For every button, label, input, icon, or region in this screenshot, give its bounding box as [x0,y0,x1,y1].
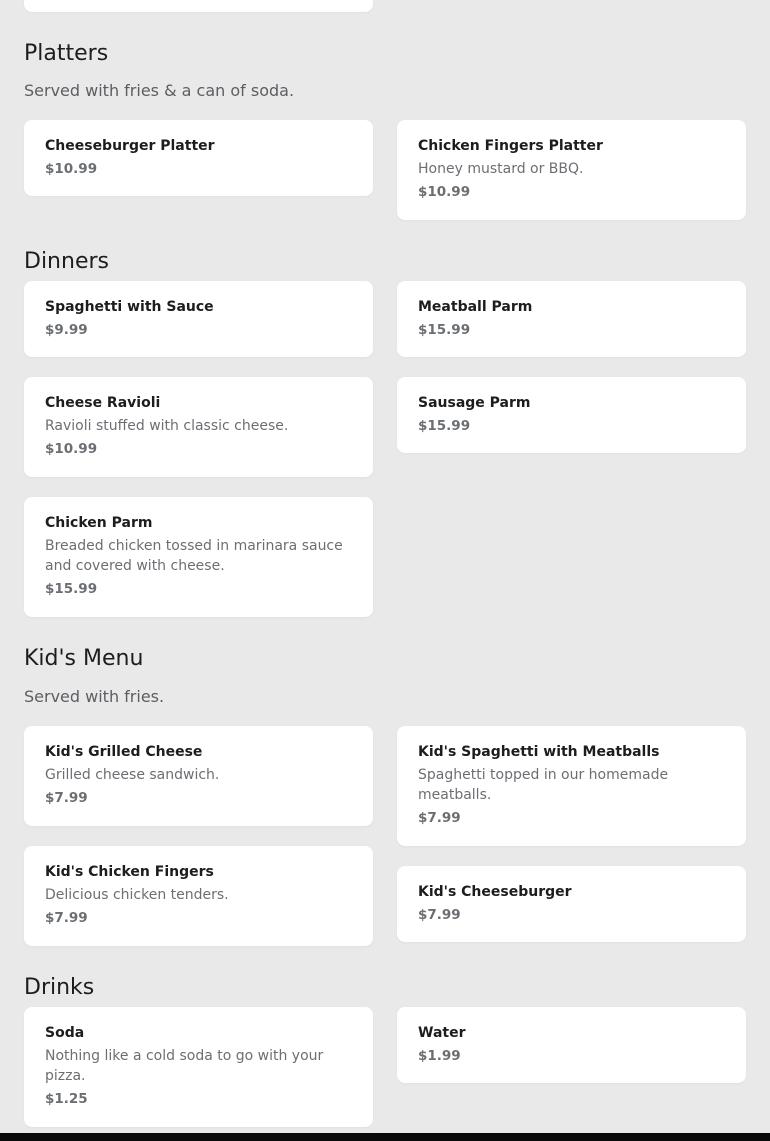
item-name: Sausage Parm [418,395,531,411]
menu-item-card[interactable] [24,497,373,617]
item-description: Nothing like a cold soda to go with your pizza. [45,1048,324,1084]
item-name: Meatball Parm [418,299,533,315]
menu-item-card[interactable] [24,1007,373,1127]
menu-item-card[interactable] [397,120,746,220]
item-description: Honey mustard or BBQ. [418,161,584,177]
item-description: Grilled cheese sandwich. [45,767,220,783]
item-price: $9.99 [45,322,88,338]
menu-item-card[interactable] [397,1007,746,1083]
item-price: $10.99 [418,184,471,200]
menu-item-card[interactable] [397,866,746,942]
bottom-bar [0,1133,770,1141]
item-description: Spaghetti topped in our homemade meatballs. [418,767,669,803]
item-description: Breaded chicken tossed in marinara sauce and covered with cheese. [45,538,343,574]
item-name: Water [418,1025,466,1041]
menu-item-card[interactable] [24,0,373,12]
item-name: Spaghetti with Sauce [45,299,214,315]
item-name: Kid's Chicken Fingers [45,864,214,880]
item-price: $1.25 [45,1091,88,1107]
item-name: Cheeseburger Platter [45,138,215,154]
item-price: $1.99 [418,1048,461,1064]
item-price: $10.99 [45,161,98,177]
section-subtitle-kids-menu: Served with fries. [24,687,165,706]
item-price: $15.99 [45,581,98,597]
section-title-platters: Platters [24,41,109,66]
item-price: $15.99 [418,418,471,434]
item-price: $7.99 [45,910,88,926]
menu-item-card[interactable] [24,726,373,826]
menu-item-card[interactable] [24,846,373,946]
menu-item-card[interactable] [24,281,373,357]
item-price: $7.99 [418,810,461,826]
item-name: Chicken Parm [45,515,153,531]
section-title-kids-menu: Kid's Menu [24,646,144,671]
item-price: $15.99 [418,322,471,338]
item-name: Kid's Cheeseburger [418,884,572,900]
item-name: Soda [45,1025,85,1041]
section-title-drinks: Drinks [24,975,95,1000]
item-name: Chicken Fingers Platter [418,138,603,154]
item-name: Kid's Grilled Cheese [45,744,203,760]
item-price: $7.99 [418,907,461,923]
menu-item-card[interactable] [397,281,746,357]
item-description: Delicious chicken tenders. [45,887,229,903]
section-title-dinners: Dinners [24,249,109,274]
item-name: Cheese Ravioli [45,395,161,411]
section-subtitle-platters: Served with fries & a can of soda. [24,81,295,100]
menu-item-card[interactable] [397,377,746,453]
menu-item-card[interactable] [397,726,746,846]
item-name: Kid's Spaghetti with Meatballs [418,744,660,760]
item-description: Ravioli stuffed with classic cheese. [45,418,289,434]
menu-item-card[interactable] [24,120,373,196]
menu-item-card[interactable] [24,377,373,477]
item-price: $10.99 [45,441,98,457]
item-price: $7.99 [45,790,88,806]
